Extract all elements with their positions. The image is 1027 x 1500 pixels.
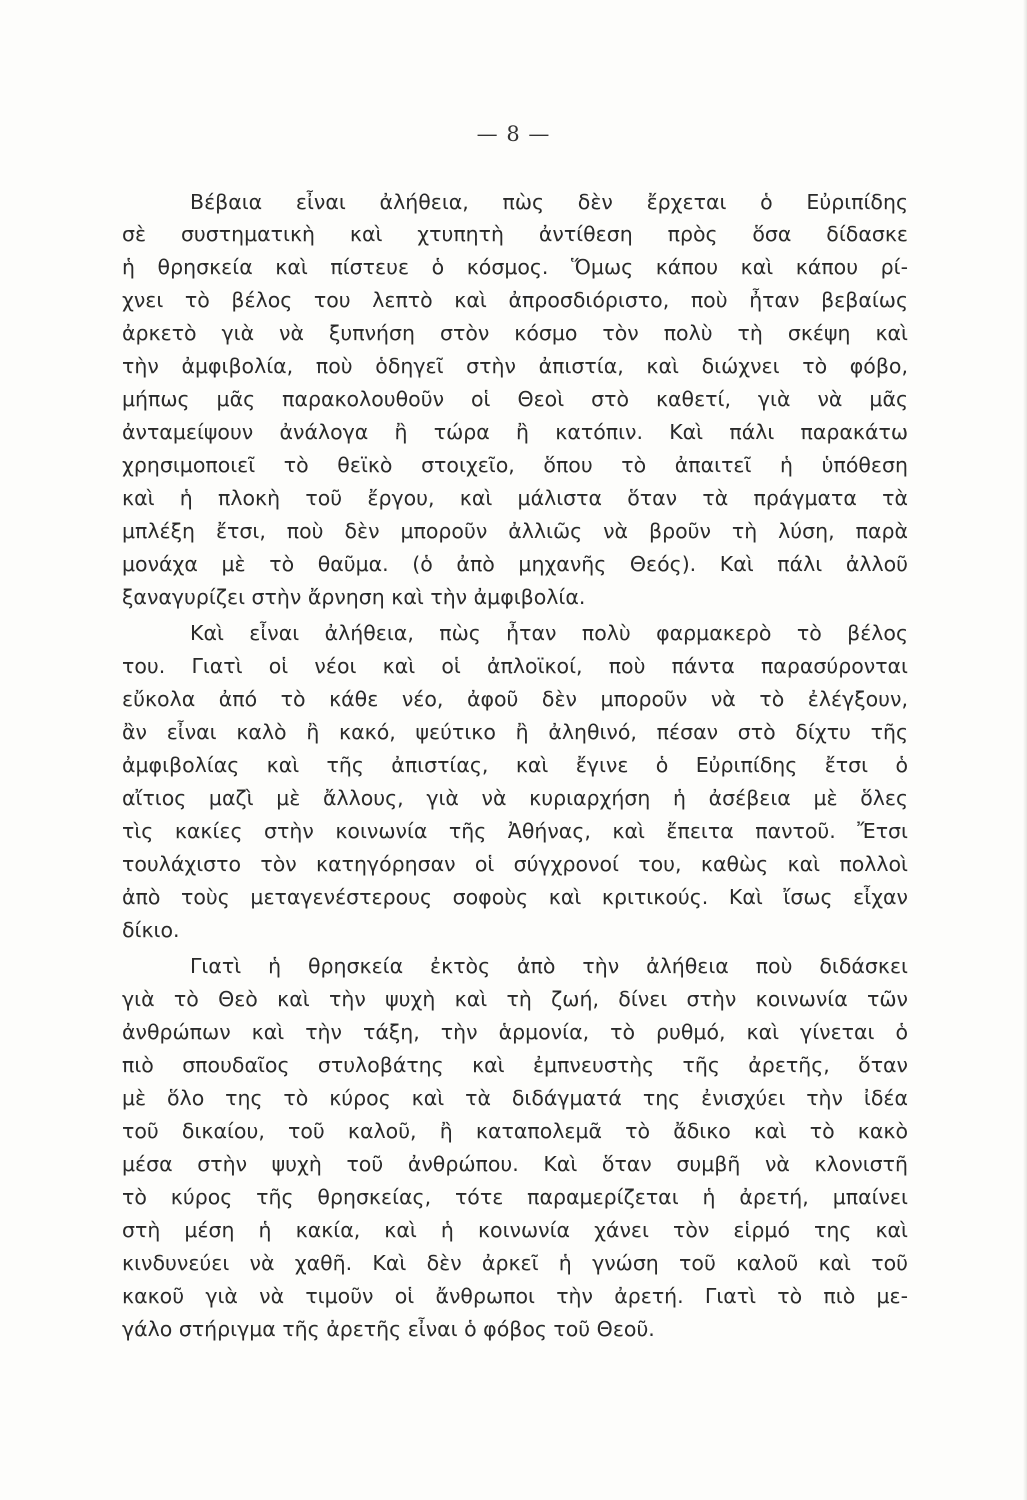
paragraph-3-line-12: γάλο στήριγμα τῆς ἀρετῆς εἶναι ὁ φόβος τοῦ Θεοῦ.	[122, 1317, 655, 1341]
paragraph-3-line-4: πιὸ σπουδαῖος στυλοβάτης καὶ ἐμπνευστὴς τῆς ἀρετῆς, ὅταν	[122, 1053, 908, 1077]
paragraph-1-line-10: καὶ ἡ πλοκὴ τοῦ ἔργου, καὶ μάλιστα ὅταν τὰ πράγματα τὰ	[122, 486, 908, 510]
paragraph-3-line-7: μέσα στὴν ψυχὴ τοῦ ἀνθρώπου. Καὶ ὅταν συμβῆ νὰ κλονιστῆ	[122, 1152, 908, 1176]
paragraph-2-line-6: αἴτιος μαζὶ μὲ ἄλλους, γιὰ νὰ κυριαρχήση ἡ ἀσέβεια μὲ ὅλες	[122, 786, 908, 810]
paragraph-1-line-9: χρησιμοποιεῖ τὸ θεϊκὸ στοιχεῖο, ὅπου τὸ ἀπαιτεῖ ἡ ὑπόθεση	[122, 453, 908, 477]
paragraph-3-line-2: γιὰ τὸ Θεὸ καὶ τὴν ψυχὴ καὶ τὴ ζωή, δίνει στὴν κοινωνία τῶν	[122, 987, 908, 1011]
paragraph-3-line-1: Γιατὶ ἡ θρησκεία ἐκτὸς ἀπὸ τὴν ἀλήθεια ποὺ διδάσκει	[190, 954, 908, 978]
paragraph-2-line-7: τὶς κακίες στὴν κοινωνία τῆς Ἀθήνας, καὶ ἔπειτα παντοῦ. Ἔτσι	[122, 819, 908, 843]
paragraph-1-line-11: μπλέξη ἔτσι, ποὺ δὲν μποροῦν ἀλλιῶς νὰ βροῦν τὴ λύση, παρὰ	[122, 519, 908, 543]
paragraph-2-line-4: ἂν εἶναι καλὸ ἢ κακό, ψεύτικο ἢ ἀληθινό, πέσαν στὸ δίχτυ τῆς	[122, 720, 908, 744]
paragraph-1-line-1: Βέβαια εἶναι ἀλήθεια, πὼς δὲν ἔρχεται ὁ Εὐριπίδης	[190, 190, 908, 214]
paragraph-2-line-8: τουλάχιστο τὸν κατηγόρησαν οἱ σύγχρονοί του, καθὼς καὶ πολλοὶ	[122, 852, 908, 876]
paragraph-2-line-10: δίκιο.	[122, 918, 180, 942]
paragraph-2-line-1: Καὶ εἶναι ἀλήθεια, πὼς ἦταν πολὺ φαρμακερὸ τὸ βέλος	[190, 621, 908, 645]
paragraph-3-line-8: τὸ κύρος τῆς θρησκείας, τότε παραμερίζεται ἡ ἀρετή, μπαίνει	[122, 1185, 908, 1209]
paragraph-1-line-12: μονάχα μὲ τὸ θαῦμα. (ὁ ἀπὸ μηχανῆς Θεός). Καὶ πάλι ἀλλοῦ	[122, 552, 908, 576]
paragraph-1-line-2: σὲ συστηματικὴ καὶ χτυπητὴ ἀντίθεση πρὸς ὅσα δίδασκε	[122, 222, 908, 246]
paragraph-1-line-8: ἀνταμείψουν ἀνάλογα ἢ τώρα ἢ κατόπιν. Καὶ πάλι παρακάτω	[122, 420, 908, 444]
paragraph-3-line-10: κινδυνεύει νὰ χαθῆ. Καὶ δὲν ἀρκεῖ ἡ γνώση τοῦ καλοῦ καὶ τοῦ	[122, 1251, 908, 1275]
paragraph-2-line-3: εὔκολα ἀπό τὸ κάθε νέο, ἀφοῦ δὲν μποροῦν νὰ τὸ ἐλέγξουν,	[122, 687, 908, 711]
paragraph-2-line-9: ἀπὸ τοὺς μεταγενέστερους σοφοὺς καὶ κριτικούς. Καὶ ἴσως εἶχαν	[122, 885, 908, 909]
paragraph-3-line-6: τοῦ δικαίου, τοῦ καλοῦ, ἢ καταπολεμᾶ τὸ ἄδικο καὶ τὸ κακὸ	[122, 1119, 908, 1143]
paragraph-1-line-4: χνει τὸ βέλος του λεπτὸ καὶ ἀπροσδιόριστο, ποὺ ἦταν βεβαίως	[122, 288, 908, 312]
paragraph-3-line-9: στὴ μέση ἡ κακία, καὶ ἡ κοινωνία χάνει τὸν εἱρμό της καὶ	[122, 1218, 908, 1242]
paragraph-3-line-5: μὲ ὅλο της τὸ κύρος καὶ τὰ διδάγματά της ἐνισχύει τὴν ἰδέα	[122, 1086, 908, 1110]
page-edge-shadow	[1023, 0, 1027, 1500]
paragraph-1-line-6: τὴν ἀμφιβολία, ποὺ ὁδηγεῖ στὴν ἀπιστία, καὶ διώχνει τὸ φόβο,	[122, 354, 908, 378]
paragraph-3-line-3: ἀνθρώπων καὶ τὴν τάξη, τὴν ἁρμονία, τὸ ρυθμό, καὶ γίνεται ὁ	[122, 1020, 908, 1044]
paragraph-1-line-5: ἀρκετὸ γιὰ νὰ ξυπνήση στὸν κόσμο τὸν πολὺ τὴ σκέψη καὶ	[122, 321, 908, 345]
paragraph-2-line-2: του. Γιατὶ οἱ νέοι καὶ οἱ ἀπλοϊκοί, ποὺ πάντα παρασύρονται	[122, 654, 908, 678]
paragraph-1-line-3: ἡ θρησκεία καὶ πίστευε ὁ κόσμος. Ὅμως κάπου καὶ κάπου ρί-	[122, 255, 908, 279]
page-number: — 8 —	[476, 122, 551, 146]
paragraph-1-line-13: ξαναγυρίζει στὴν ἄρνηση καὶ τὴν ἀμφιβολία.	[122, 585, 586, 609]
paragraph-2-line-5: ἀμφιβολίας καὶ τῆς ἀπιστίας, καὶ ἔγινε ὁ Εὐριπίδης ἔτσι ὁ	[122, 753, 908, 777]
paragraph-1-line-7: μήπως μᾶς παρακολουθοῦν οἱ Θεοὶ στὸ καθετί, γιὰ νὰ μᾶς	[122, 387, 908, 411]
paragraph-3-line-11: κακοῦ γιὰ νὰ τιμοῦν οἱ ἄνθρωποι τὴν ἀρετή. Γιατὶ τὸ πιὸ με-	[122, 1284, 908, 1308]
